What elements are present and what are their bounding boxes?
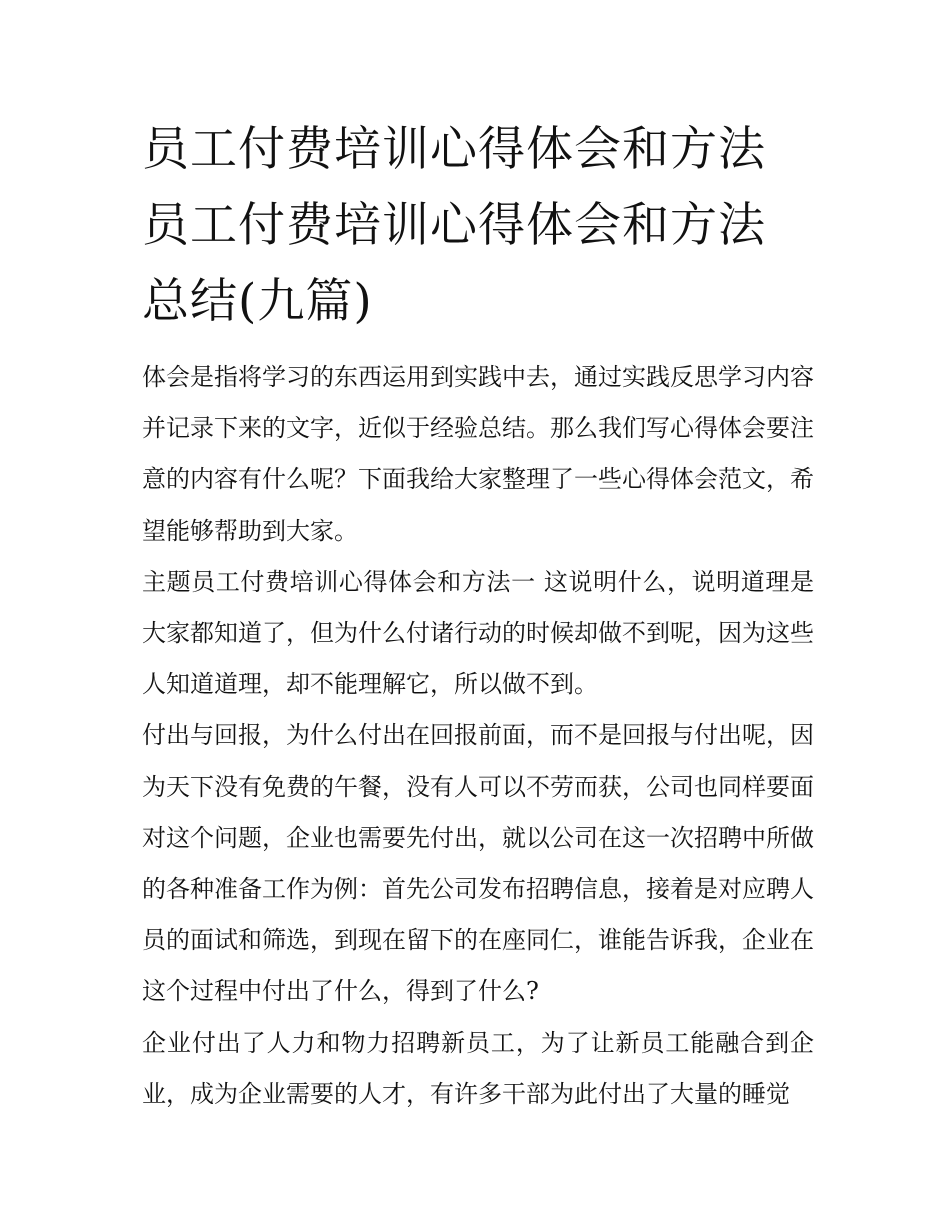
document-content	[142, 112, 814, 1120]
title-line: 员工付费培训心得体会和方法	[142, 198, 766, 253]
paragraph: 企业付出了人力和物力招聘新员工，为了让新员工能融合到企业，成为企业需要的人才，有许多干部为此付出了大量的睡觉	[142, 1028, 814, 1108]
title-line: 总结(九篇)	[142, 274, 373, 329]
title-line: 员工付费培训心得体会和方法	[142, 122, 766, 177]
paragraph: 体会是指将学习的东西运用到实践中去，通过实践反思学习内容并记录下来的文字，近似于经验总结。那么我们写心得体会要注意的内容有什么呢？下面我给大家整理了一些心得体会范文，希望能够帮助到大家。	[142, 363, 814, 545]
document-title	[142, 112, 814, 340]
paragraph: 付出与回报，为什么付出在回报前面，而不是回报与付出呢，因为天下没有免费的午餐，没有人可以不劳而获，公司也同样要面对这个问题，企业也需要先付出，就以公司在这一次招聘中所做的各种准备工作为例：首先公司发布招聘信息，接着是对应聘人员的面试和筛选，到现在留下的在座同仁，谁能告诉我，企业在这个过程中付出了什么，得到了什么?	[142, 721, 814, 1006]
paragraph: 主题员工付费培训心得体会和方法一 这说明什么，说明道理是大家都知道了，但为什么付诸行动的时候却做不到呢，因为这些人知道道理，却不能理解它，所以做不到。	[142, 567, 814, 699]
document-body	[142, 352, 814, 1120]
